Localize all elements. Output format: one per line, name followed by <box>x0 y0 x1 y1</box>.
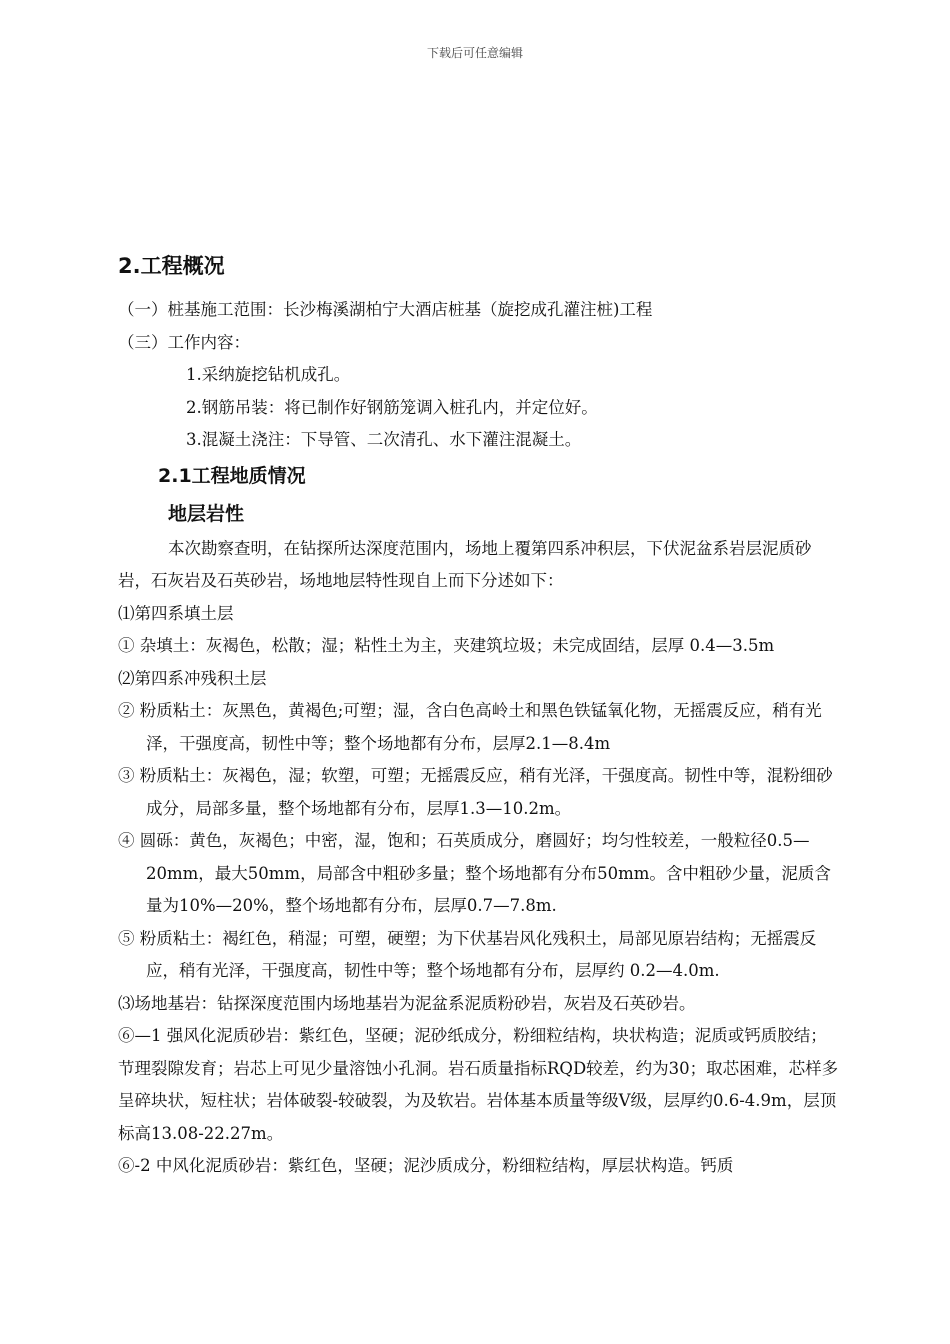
stratum-item: ② 粉质粘土：灰黑色，黄褐色;可塑；湿，含白色高岭土和黑色铁锰氧化物，无摇震反应，稍有光泽，干强度高，韧性中等；整个场地都有分布，层厚2.1—8.4m <box>118 701 822 753</box>
stratum-item: ⑥-2 中风化泥质砂岩：紫红色，坚硬；泥沙质成分，粉细粒结构，厚层状构造。钙质 <box>118 1156 734 1175</box>
intro-paragraph: 本次勘察查明，在钻探所达深度范围内，场地上覆第四系冲积层，下伏泥盆系岩层泥质砂岩，石灰岩及石英砂岩，场地地层特性现自上而下分述如下： <box>118 538 812 590</box>
work-item: 3.混凝土浇注：下导管、二次清孔、水下灌注混凝土。 <box>186 430 582 449</box>
work-item: 1.采纳旋挖钻机成孔。 <box>186 365 351 384</box>
strata-title: 地层岩性 <box>168 502 245 525</box>
page-header: 下载后可任意编辑 <box>426 46 523 60</box>
group-heading: ⑵第四系冲残积土层 <box>118 668 267 688</box>
stratum-item: ⑥—1 强风化泥质砂岩：紫红色，坚硬；泥砂纸成分，粉细粒结构，块状构造；泥质或钙质胶结；节理裂隙发育；岩芯上可见少量溶蚀小孔洞。岩石质量指标RQD较差，约为30；取芯困难，芯样多呈碎块状，短柱状；岩体破裂-较破裂，为及软岩。岩体基本质量等级Ⅴ级，层厚约0.6-4.9m，层顶标高13.08-22.27m。 <box>118 1026 839 1143</box>
scope-line: （一）桩基施工范围：长沙梅溪湖柏宁大酒店桩基（旋挖成孔灌注桩)工程 <box>118 300 653 319</box>
stratum-item: ① 杂填土：灰褐色，松散；湿；粘性土为主，夹建筑垃圾；未完成固结，层厚 0.4—3.5m <box>118 636 775 655</box>
subsection-title: 2.1工程地质情况 <box>158 464 306 487</box>
group-heading: ⑴第四系填土层 <box>118 603 234 623</box>
work-item: 2.钢筋吊装：将已制作好钢筋笼调入桩孔内，并定位好。 <box>186 397 598 417</box>
stratum-item: ⑤ 粉质粘土：褐红色，稍湿；可塑，硬塑；为下伏基岩风化残积土，局部见原岩结构；无摇震反应，稍有光泽，干强度高，韧性中等；整个场地都有分布，层厚约 0.2—4.0m. <box>118 928 817 980</box>
section-title: 2.工程概况 <box>118 254 225 278</box>
group-heading: ⑶场地基岩：钻探深度范围内场地基岩为泥盆系泥质粉砂岩，灰岩及石英砂岩。 <box>118 993 696 1013</box>
work-title: （三）工作内容： <box>118 332 250 352</box>
stratum-item: ④ 圆砾：黄色，灰褐色；中密，湿，饱和；石英质成分，磨圆好；均匀性较差，一般粒径0.5—20mm，最大50mm，局部含中粗砂多量；整个场地都有分布50mm。含中粗砂少量，泥质含量为10%—20%，整个场地都有分布，层厚0.7—7.8m. <box>118 831 831 915</box>
document-body <box>118 248 840 1183</box>
stratum-item: ③ 粉质粘土：灰褐色，湿；软塑，可塑；无摇震反应，稍有光泽，干强度高。韧性中等，混粉细砂成分，局部多量，整个场地都有分布，层厚1.3—10.2m。 <box>118 766 833 818</box>
